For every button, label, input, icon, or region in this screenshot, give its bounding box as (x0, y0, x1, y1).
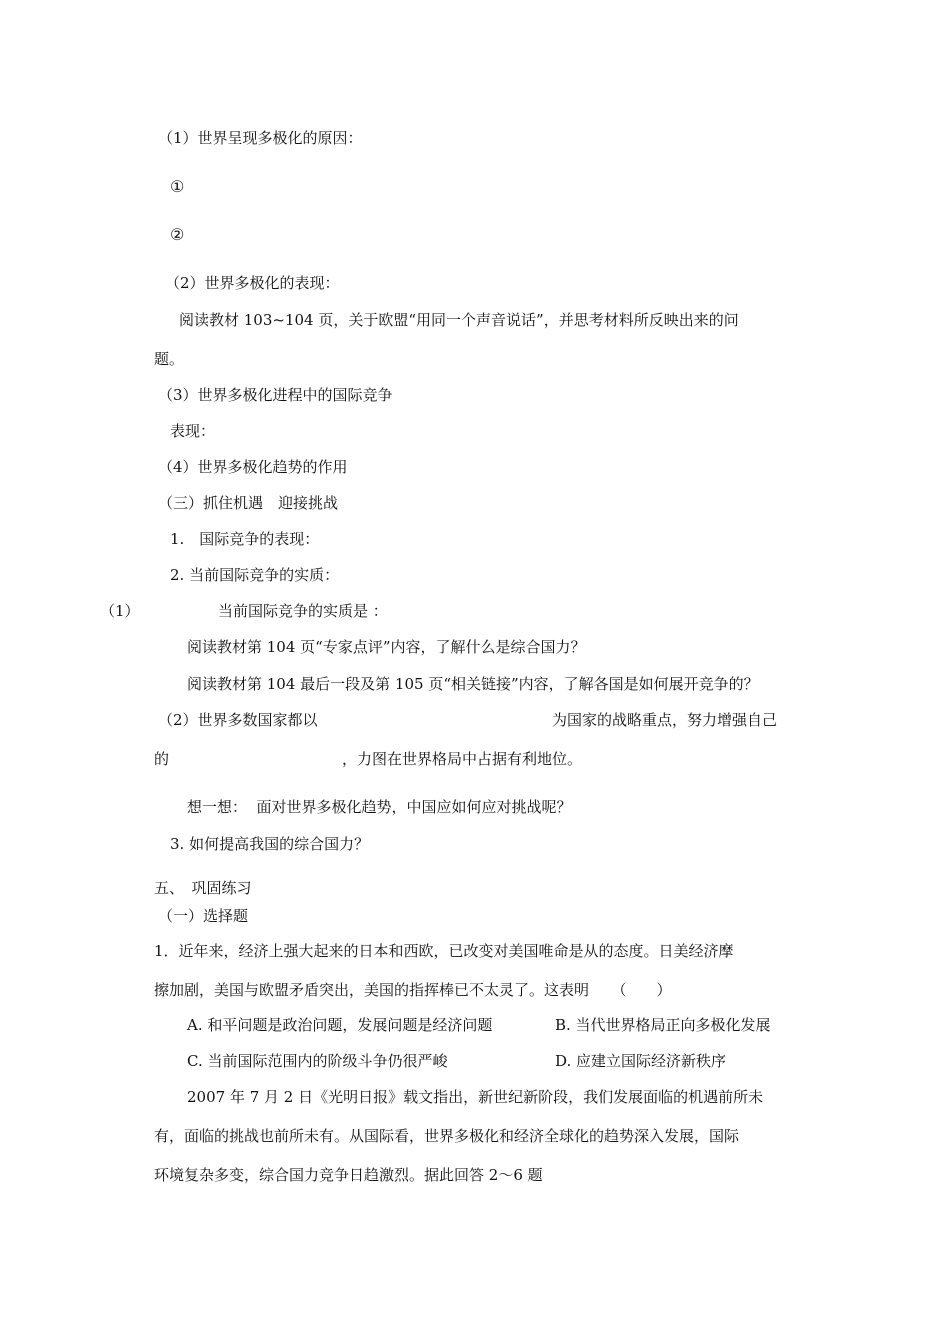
item-2-manifestation: （2）世界多极化的表现： (165, 274, 340, 292)
material-line-2: 有，面临的挑战也前所未有。从国际看，世界多极化和经济全球化的趋势深入发展，国际 (154, 1127, 740, 1145)
sub-item-2-continued-start: 的 (154, 750, 170, 768)
material-line-1: 2007 年 7 月 2 日《光明日报》载文指出，新世纪新阶段，我们发展面临的机遇前所未 (187, 1088, 764, 1106)
reading-prompt-links: 阅读教材第 104 最后一段及第 105 页“相关链接”内容，了解各国是如何展开竞争的？ (187, 675, 759, 693)
reading-prompt-eu: 阅读教材 103~104 页，关于欧盟“用同一个声音说话”，并思考材料所反映出来的问 (179, 311, 739, 329)
point-1: 1. 国际竞争的表现： (170, 530, 320, 548)
item-1-reasons: （1）世界呈现多极化的原因： (158, 129, 363, 147)
sub-item-1-text: 当前国际竞争的实质是 ： (218, 602, 388, 620)
material-line-3: 环境复杂多变，综合国力竞争日趋激烈。据此回答 2～6 题 (154, 1166, 543, 1184)
reading-prompt-expert: 阅读教材第 104 页“专家点评”内容，了解什么是综合国力？ (187, 638, 586, 656)
sub-item-2-continued-end: ，力图在世界格局中占据有利地位。 (342, 750, 583, 768)
reading-prompt-eu-continued: 题。 (154, 350, 185, 368)
question-1-line-2: 擦加剧，美国与欧盟矛盾突出，美国的指挥棒已不太灵了。这表明 （ ） (154, 981, 672, 999)
think-question: 想一想： 面对世界多极化趋势，中国应如何应对挑战呢？ (187, 798, 572, 816)
point-2: 2. 当前国际竞争的实质： (170, 566, 340, 584)
option-b: B. 当代世界格局正向多极化发展 (555, 1016, 771, 1034)
point-3: 3. 如何提高我国的综合国力？ (170, 835, 370, 853)
sub-item-2-start: （2）世界多数国家都以 (158, 711, 318, 729)
item-4-role: （4）世界多极化趋势的作用 (158, 458, 348, 476)
circled-two: ② (170, 225, 185, 244)
section-three-heading: （三）抓住机遇 迎接挑战 (158, 494, 339, 512)
option-d: D. 应建立国际经济新秩序 (555, 1052, 727, 1070)
choice-section-heading: （一）选择题 (158, 907, 249, 925)
section-five-heading: 五、 巩固练习 (154, 879, 252, 897)
option-a: A. 和平问题是政治问题，发展问题是经济问题 (187, 1016, 493, 1034)
item-3-competition: （3）世界多极化进程中的国际竞争 (158, 386, 393, 404)
option-c: C. 当前国际范围内的阶级斗争仍很严峻 (187, 1052, 448, 1070)
manifestation-label: 表现： (170, 422, 216, 440)
sub-item-1-number: （1） (100, 602, 140, 620)
circled-one: ① (170, 177, 185, 196)
sub-item-2-end: 为国家的战略重点，努力增强自己 (552, 711, 778, 729)
question-1-line-1: 1．近年来，经济上强大起来的日本和西欧，已改变对美国唯命是从的态度。日美经济摩 (154, 942, 734, 960)
